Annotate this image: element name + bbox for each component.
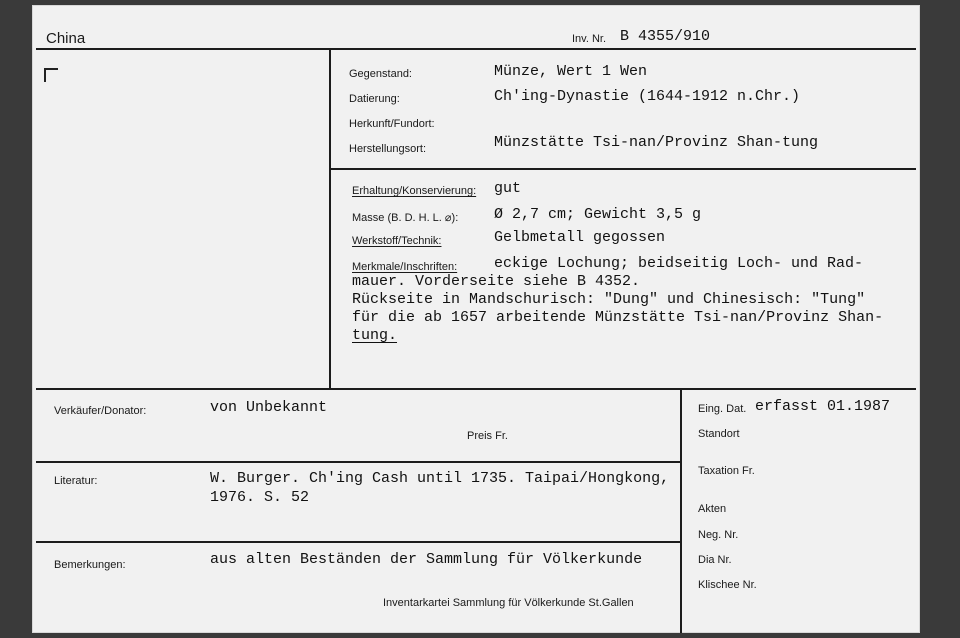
eing-dat-value: erfasst 01.1987 (755, 398, 891, 415)
registry-column-divider (680, 390, 682, 633)
erhaltung-label: Erhaltung/Konservierung: (352, 185, 477, 197)
inv-nr-label: Inv. Nr. (572, 33, 607, 45)
merkmale-line-4: für die ab 1657 arbeitende Münzstätte Tsi-nan/Provinz Shan- (352, 309, 884, 326)
verkaeufer-label: Verkäufer/Donator: (54, 405, 147, 417)
herstellungsort-label: Herstellungsort: (349, 143, 427, 155)
taxation-label: Taxation Fr. (698, 465, 755, 477)
gegenstand-label: Gegenstand: (349, 68, 412, 80)
literatur-line-1: W. Burger. Ch'ing Cash until 1735. Taipai/Hongkong, (210, 470, 670, 487)
literatur-label: Literatur: (54, 475, 98, 487)
bemerkungen-label: Bemerkungen: (54, 559, 126, 571)
image-column-divider (329, 50, 331, 390)
masse-label: Masse (B. D. H. L. ⌀): (352, 212, 459, 224)
gegenstand-value: Münze, Wert 1 Wen (494, 63, 648, 80)
merkmale-label: Merkmale/Inschriften: (352, 261, 458, 273)
akten-label: Akten (698, 503, 727, 515)
merkmale-line-3: Rückseite in Mandschurisch: "Dung" und Chinesisch: "Tung" (352, 291, 866, 308)
card-footer: Inventarkartei Sammlung für Völkerkunde St.Gallen (383, 597, 634, 609)
verkaeufer-value: von Unbekannt (210, 399, 328, 416)
herstellungsort-value: Münzstätte Tsi-nan/Provinz Shan-tung (494, 134, 819, 151)
inv-nr-value: B 4355/910 (620, 28, 711, 45)
eing-dat-label: Eing. Dat. (698, 403, 747, 415)
preis-label: Preis Fr. (467, 430, 508, 442)
literatur-line-2: 1976. S. 52 (210, 489, 310, 506)
herkunft-label: Herkunft/Fundort: (349, 118, 435, 130)
datierung-value: Ch'ing-Dynastie (1644-1912 n.Chr.) (494, 88, 801, 105)
standort-label: Standort (698, 428, 740, 440)
upper-lower-divider (36, 388, 916, 390)
merkmale-line-2: mauer. Vorderseite siehe B 4352. (352, 273, 641, 290)
object-condition-divider (331, 168, 916, 170)
dia-nr-label: Dia Nr. (698, 554, 732, 566)
masse-value: Ø 2,7 cm; Gewicht 3,5 g (494, 206, 702, 223)
werkstoff-value: Gelbmetall gegossen (494, 229, 666, 246)
region-label: China (46, 30, 86, 47)
photo-corner-mark (44, 68, 58, 82)
acquisition-literature-divider (36, 461, 680, 463)
erhaltung-value: gut (494, 180, 522, 197)
merkmale-line-1: eckige Lochung; beidseitig Loch- und Rad- (494, 255, 864, 272)
literature-remarks-divider (36, 541, 680, 543)
klischee-nr-label: Klischee Nr. (698, 579, 757, 591)
bemerkungen-value: aus alten Beständen der Sammlung für Völkerkunde (210, 551, 643, 568)
merkmale-line-5: tung. (352, 327, 398, 344)
neg-nr-label: Neg. Nr. (698, 529, 739, 541)
merkmale-text (352, 273, 883, 345)
datierung-label: Datierung: (349, 93, 400, 105)
werkstoff-label: Werkstoff/Technik: (352, 235, 442, 247)
header-divider (36, 48, 916, 50)
